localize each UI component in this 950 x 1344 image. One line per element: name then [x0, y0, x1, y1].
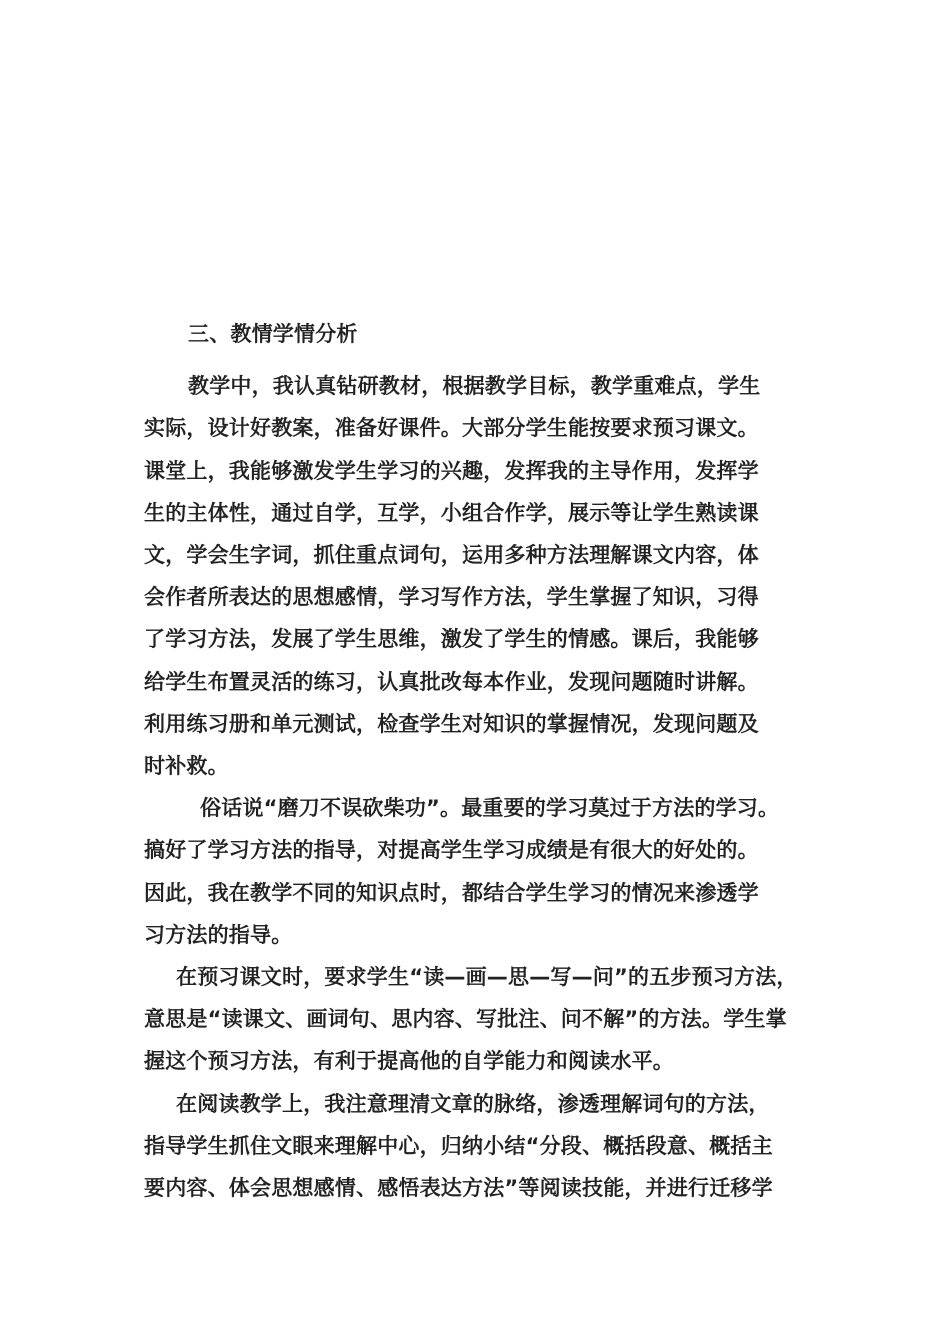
paragraph-line: 在阅读教学上，我注意理清文章的脉络，渗透理解词句的方法，	[176, 1092, 770, 1116]
section-heading: 三、教情学情分析	[188, 322, 358, 346]
paragraph-line: 搞好了学习方法的指导，对提高学生学习成绩是有很大的好处的。	[144, 838, 759, 862]
paragraph-line: 教学中，我认真钻研教材，根据教学目标，教学重难点，学生	[188, 374, 761, 398]
paragraph-line: 了学习方法，发展了学生思维，激发了学生的情感。课后，我能够	[144, 627, 759, 651]
paragraph-line: 时补救。	[144, 754, 229, 778]
paragraph-line: 在预习课文时，要求学生“读—画—思—写—问”的五步预习方法，	[176, 965, 798, 989]
paragraph-line: 生的主体性，通过自学，互学，小组合作学，展示等让学生熟读课	[144, 501, 759, 525]
paragraph-line: 要内容、体会思想感情、感悟表达方法”等阅读技能，并进行迁移学	[144, 1176, 773, 1200]
paragraph-line: 实际，设计好教案，准备好课件。大部分学生能按要求预习课文。	[144, 416, 759, 440]
paragraph-line: 意思是“读课文、画词句、思内容、写批注、问不解”的方法。学生掌	[144, 1007, 787, 1031]
paragraph-line: 会作者所表达的思想感情，学习写作方法，学生掌握了知识，习得	[144, 585, 759, 609]
paragraph-line: 课堂上，我能够激发学生学习的兴趣，发挥我的主导作用，发挥学	[144, 459, 759, 483]
paragraph-line: 利用练习册和单元测试，检查学生对知识的掌握情况，发现问题及	[144, 712, 759, 736]
paragraph-line: 指导学生抓住文眼来理解中心，归纳小结“分段、概括段意、概括主	[144, 1134, 773, 1158]
paragraph-line: 因此，我在教学不同的知识点时，都结合学生学习的情况来渗透学	[144, 881, 759, 905]
paragraph-line: 文，学会生字词，抓住重点词句，运用多种方法理解课文内容，体	[144, 543, 759, 567]
paragraph-line: 习方法的指导。	[144, 923, 293, 947]
paragraph-line: 给学生布置灵活的练习，认真批改每本作业，发现问题随时讲解。	[144, 670, 759, 694]
paragraph-line: 俗话说“磨刀不误砍柴功”。最重要的学习莫过于方法的学习。	[200, 796, 780, 820]
paragraph-line: 握这个预习方法，有利于提高他的自学能力和阅读水平。	[144, 1049, 674, 1073]
